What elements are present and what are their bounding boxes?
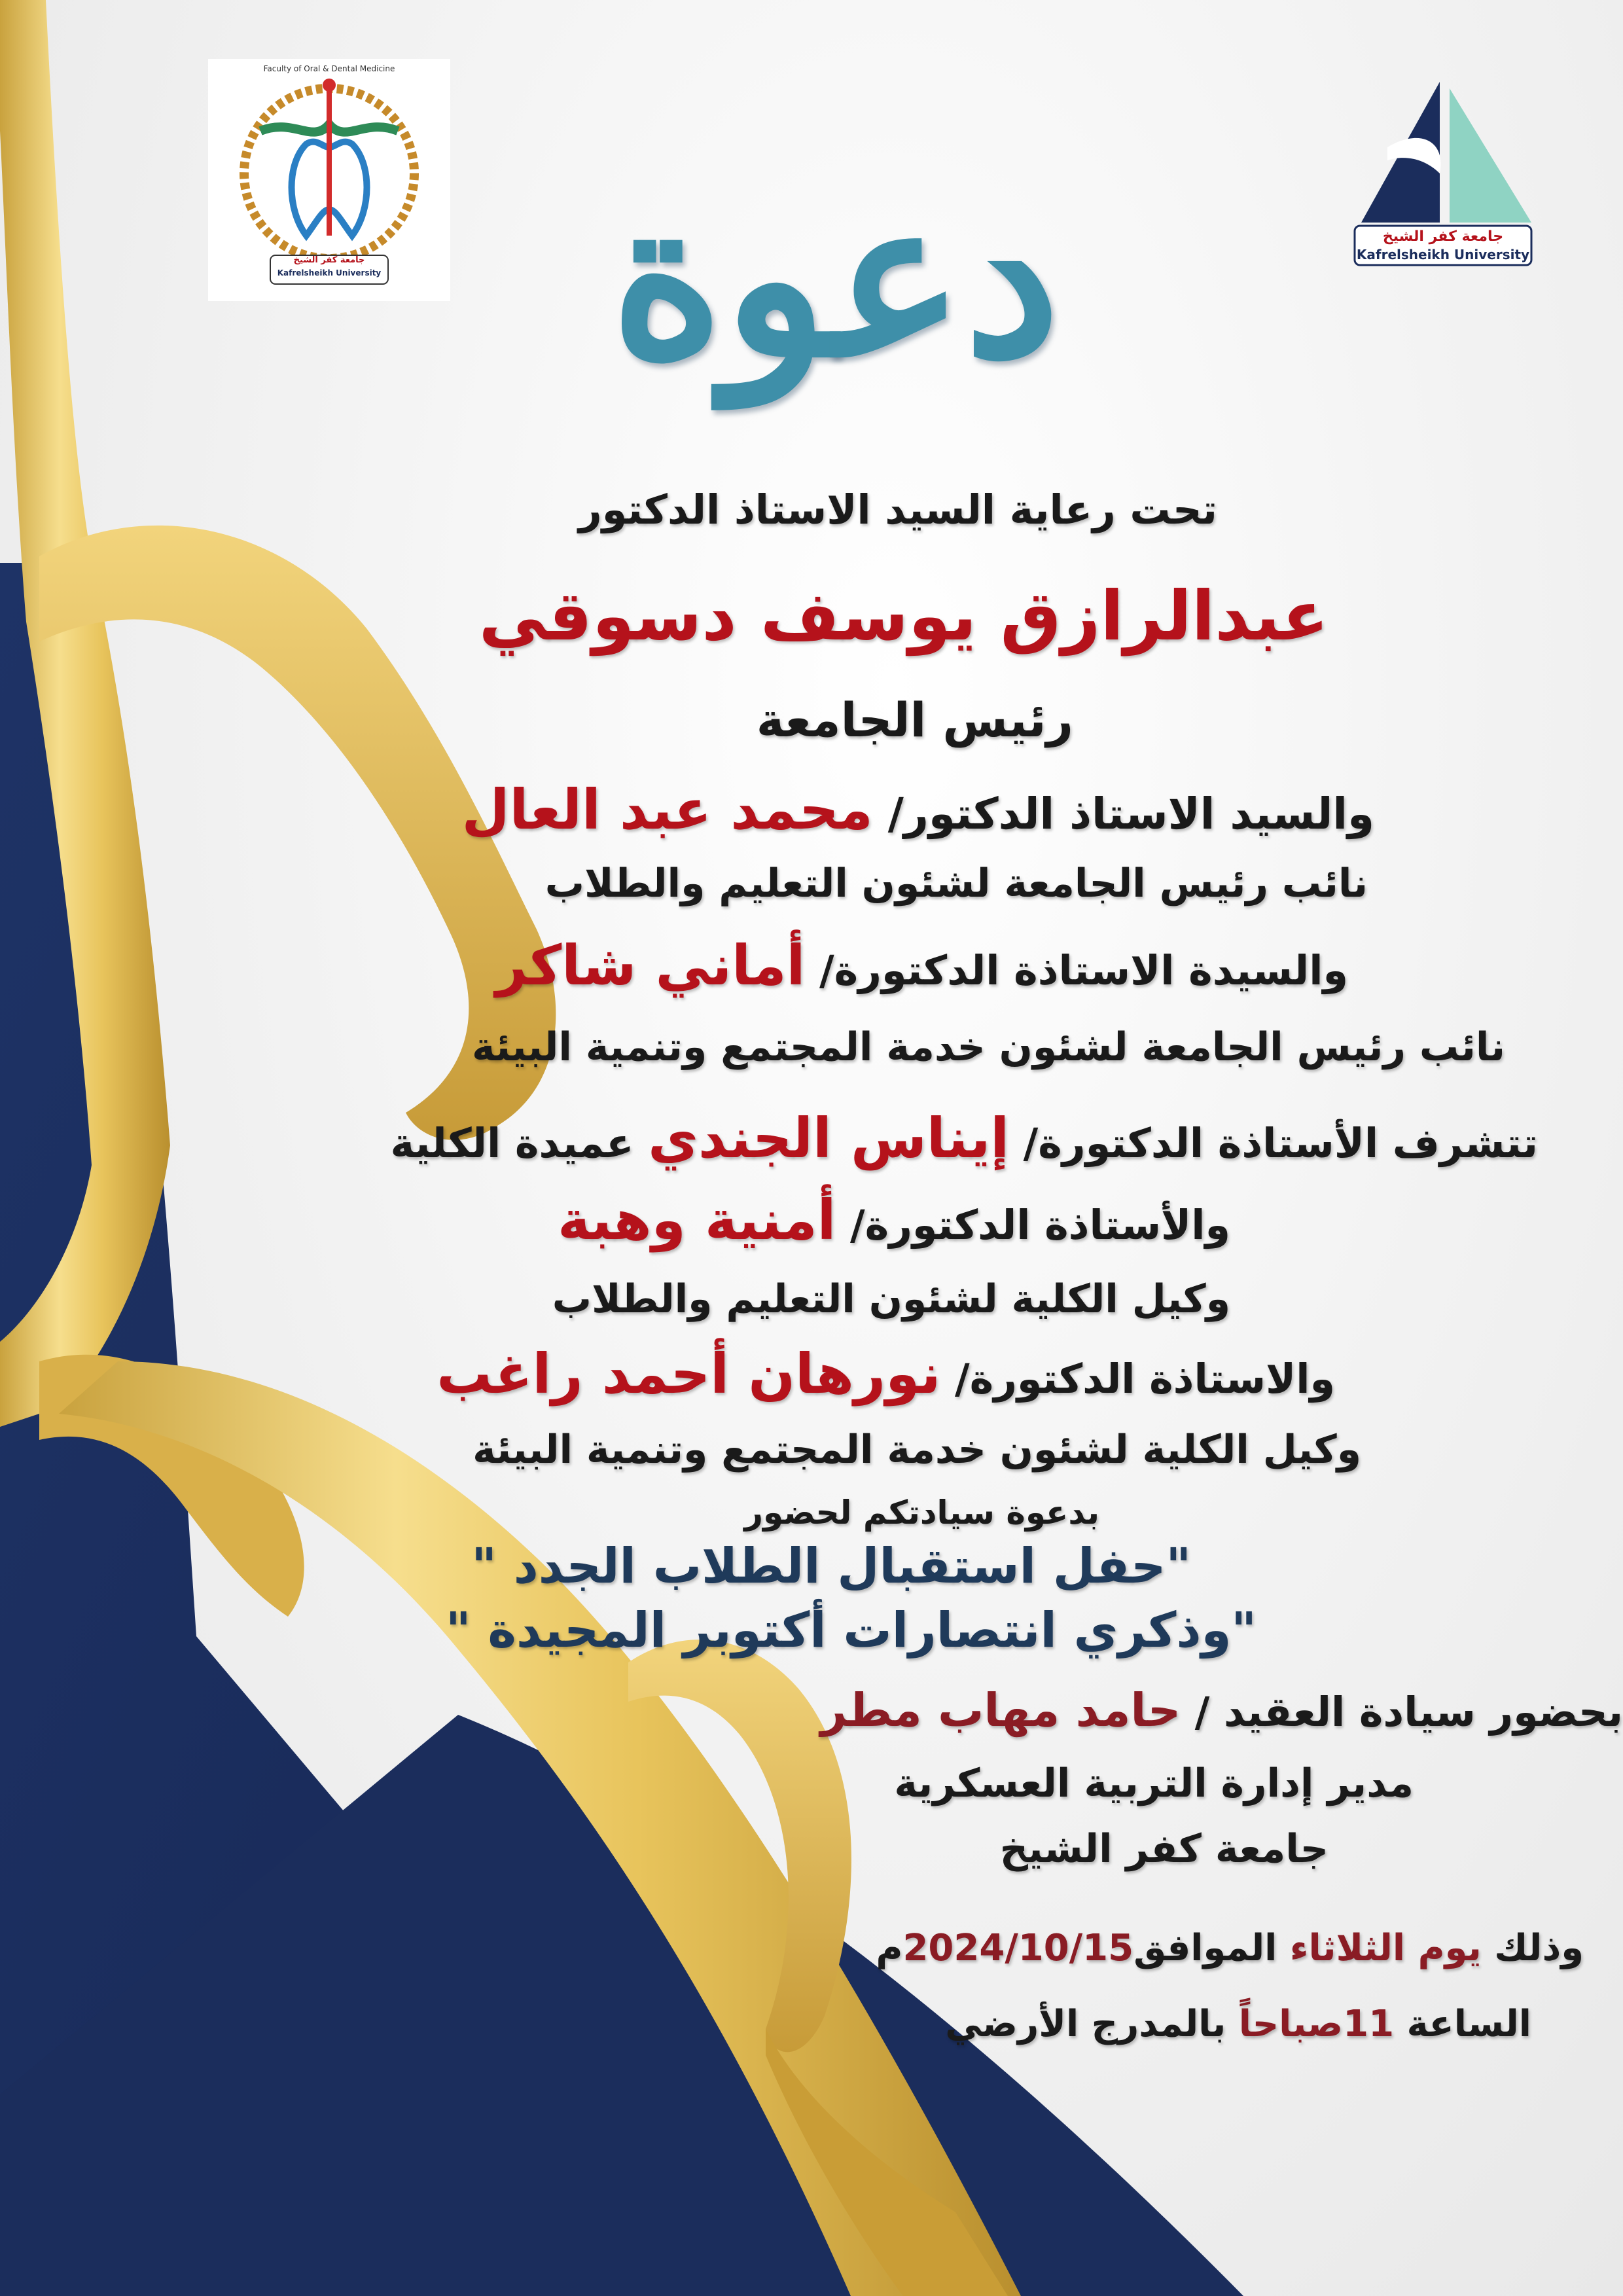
official-line-5-suffix: عميدة الكلية xyxy=(390,1119,649,1167)
official-line-6 xyxy=(558,1188,1230,1252)
patron-intro: تحت رعاية السيد الاستاذ الدكتور xyxy=(579,486,1217,533)
university-logo-caption-en: Kafrelsheikh University xyxy=(1356,247,1530,262)
date-line xyxy=(876,1927,1584,1969)
event-title-line-2: "وذكري انتصارات أكتوبر المجيدة " xyxy=(446,1602,1257,1659)
official-line-8-name: نورهان أحمد راغب xyxy=(437,1342,941,1406)
date-prefix: وذلك xyxy=(1481,1927,1584,1969)
official-line-5-prefix: تتشرف الأستاذة الدكتورة/ xyxy=(1009,1119,1538,1167)
date-mid: الموافق xyxy=(1133,1927,1290,1969)
guest-title-2: جامعة كفر الشيخ xyxy=(999,1826,1329,1872)
official-line-2: نائب رئيس الجامعة لشئون التعليم والطلاب xyxy=(544,861,1368,906)
date-suffix: م xyxy=(876,1927,903,1969)
patron-role: رئيس الجامعة xyxy=(756,692,1073,747)
official-line-8 xyxy=(437,1342,1335,1406)
guest-prefix: بحضور سيادة العقيد / xyxy=(1181,1688,1623,1736)
guest-name: حامد مهاب مطر xyxy=(820,1683,1181,1737)
official-line-6-prefix: والأستاذة الدكتورة/ xyxy=(836,1201,1230,1249)
time-line xyxy=(945,2003,1531,2045)
faculty-logo-caption-en: Kafrelsheikh University xyxy=(277,268,382,278)
faculty-logo xyxy=(208,59,450,301)
date-day: يوم الثلاثاء xyxy=(1289,1927,1482,1969)
date-value: 2024/10/15 xyxy=(902,1927,1134,1969)
time-suffix: ً بالمدرج الأرضي xyxy=(945,2003,1239,2045)
official-line-3-name: أماني شاكر xyxy=(495,933,806,997)
official-line-1-name: محمد عبد العال xyxy=(461,778,873,842)
faculty-logo-caption-ar: جامعة كفر الشيخ xyxy=(293,255,365,265)
university-logo xyxy=(1342,69,1544,272)
patron-name: عبدالرازق يوسف دسوقي xyxy=(478,576,1329,656)
guest-title-1: مدير إدارة التربية العسكرية xyxy=(894,1761,1414,1806)
time-value: 11صباحا xyxy=(1238,2003,1395,2045)
official-line-8-prefix: والاستاذة الدكتورة/ xyxy=(940,1355,1335,1403)
official-line-9: وكيل الكلية لشئون خدمة المجتمع وتنمية البيئة xyxy=(473,1427,1361,1473)
event-title-line-1: "حفل استقبال الطلاب الجدد " xyxy=(471,1538,1191,1594)
invite-line: بدعوة سيادتكم لحضور xyxy=(744,1494,1099,1532)
title-calligraphy: دعوة xyxy=(610,151,1060,405)
official-line-5 xyxy=(390,1106,1538,1170)
official-line-1 xyxy=(462,778,1374,842)
official-line-3-prefix: والسيدة الاستاذة الدكتورة/ xyxy=(805,946,1348,994)
official-line-1-prefix: والسيد الاستاذ الدكتور/ xyxy=(872,789,1374,839)
official-line-4: نائب رئيس الجامعة لشئون خدمة المجتمع وتنمية البيئة xyxy=(472,1024,1505,1070)
official-line-7: وكيل الكلية لشئون التعليم والطلاب xyxy=(552,1276,1230,1322)
university-logo-caption-ar: جامعة كفر الشيخ xyxy=(1382,228,1504,245)
official-line-3 xyxy=(495,933,1348,997)
time-prefix: الساعة xyxy=(1394,2003,1531,2045)
official-line-6-name: أمنية وهبة xyxy=(558,1188,836,1252)
guest-line xyxy=(821,1683,1623,1737)
official-line-5-name: إيناس الجندي xyxy=(648,1106,1010,1170)
faculty-logo-ring-text: Faculty of Oral & Dental Medicine xyxy=(263,64,395,73)
